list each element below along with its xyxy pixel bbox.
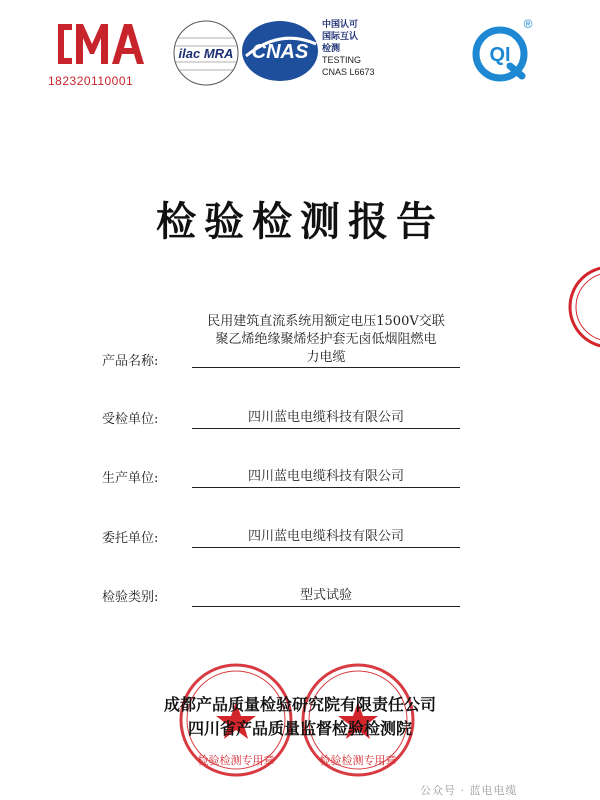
cnas-cn-line: 国际互认 [322, 31, 359, 41]
inspection-type-value: 型式试验 [192, 584, 460, 607]
producer-label: 生产单位: [102, 471, 159, 486]
ilac-text: ilac MRA [178, 46, 234, 61]
client-value: 四川蓝电电缆科技有限公司 [192, 525, 460, 548]
cnas-cn-line: 检测 [322, 43, 341, 53]
ilac-mra-logo [170, 18, 244, 92]
inspected-unit-label: 受检单位: [102, 412, 159, 427]
organization-line-1: 成都产品质量检验研究院有限责任公司 [163, 695, 436, 714]
ql-text: QI [489, 44, 511, 66]
product-name-underline [192, 367, 460, 368]
inspection-type-label: 检验类别: [102, 590, 159, 605]
cnas-cn-line: 中国认可 [322, 19, 359, 29]
product-name-line: 力电缆 [306, 350, 346, 365]
edge-seal [560, 262, 600, 356]
watermark: 公众号 · 蓝电电缆 [420, 784, 518, 797]
cnas-text: CNAS [251, 41, 309, 63]
cnas-en-line: CNAS L6673 [322, 67, 375, 77]
certification-logos [0, 0, 600, 110]
organization-line-2: 四川省产品质量监督检验检测院 [187, 719, 412, 738]
cma-logo [50, 16, 160, 72]
client-label: 委托单位: [102, 531, 159, 546]
product-name-label: 产品名称: [102, 354, 159, 369]
cma-number: 182320110001 [48, 74, 134, 88]
right-seal-text: 检验检测专用章 [319, 754, 397, 767]
product-name-value [192, 313, 460, 367]
product-name-line: 民用建筑直流系统用额定电压1500V交联 [207, 314, 445, 329]
report-title: 检验检测报告 [156, 198, 444, 245]
ql-logo [468, 14, 538, 88]
registered-mark: ® [523, 17, 533, 31]
left-seal-text: 检验检测专用章 [197, 754, 275, 767]
cnas-caption [322, 18, 375, 78]
producer-value: 四川蓝电电缆科技有限公司 [192, 465, 460, 488]
product-name-line: 聚乙烯绝缘聚烯烃护套无卤低烟阻燃电 [215, 332, 437, 347]
inspected-unit-value: 四川蓝电电缆科技有限公司 [192, 406, 460, 429]
cnas-logo [240, 18, 320, 88]
cnas-en-line: TESTING [322, 55, 362, 65]
